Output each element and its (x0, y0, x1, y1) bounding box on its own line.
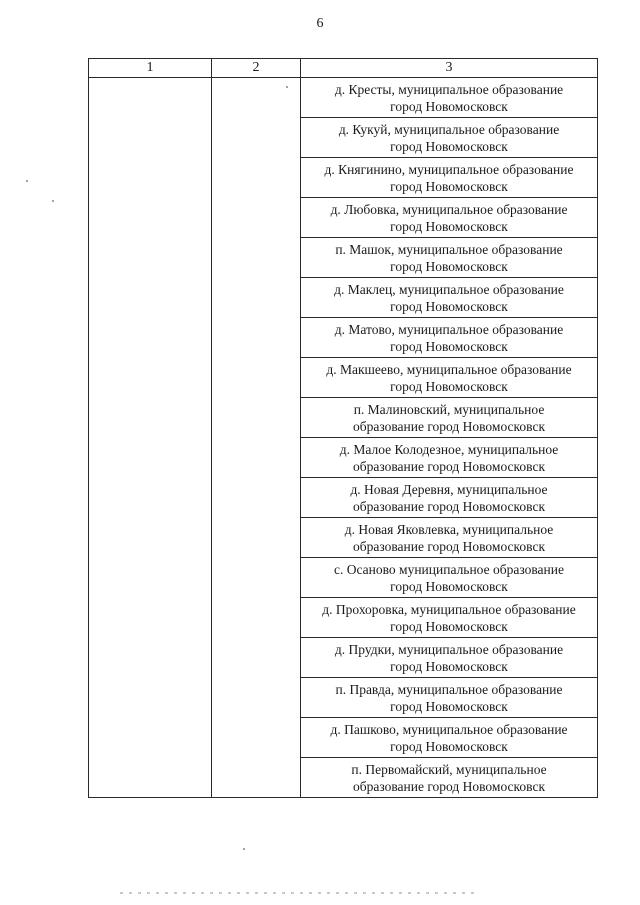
settlement-line: д. Новая Яковлевка, муниципальное (344, 521, 554, 537)
settlement-line: д. Матово, муниципальное образование (334, 321, 564, 337)
settlement-line: п. Малиновский, муниципальное (353, 401, 545, 417)
settlement-cell (301, 398, 598, 438)
settlement-line: город Новомосковск (390, 178, 508, 194)
settlement-cell (301, 358, 598, 398)
table-row (89, 78, 598, 118)
settlements-table (88, 58, 598, 798)
column-header-3: 3 (301, 59, 598, 78)
table-body (89, 78, 598, 798)
settlement-cell (301, 598, 598, 638)
settlement-line: с. Осаново муниципальное образование (334, 561, 564, 577)
settlement-line: город Новомосковск (390, 698, 508, 714)
settlement-line: д. Пашково, муниципальное образование (330, 721, 568, 737)
settlement-line: город Новомосковск (390, 138, 508, 154)
settlement-cell (301, 278, 598, 318)
settlement-line: город Новомосковск (390, 578, 508, 594)
settlement-cell (301, 518, 598, 558)
settlement-line: образование город Новомосковск (352, 458, 546, 474)
scan-speck (286, 86, 288, 88)
page-number: 6 (316, 16, 324, 31)
settlement-cell (301, 678, 598, 718)
scan-noise-line (120, 892, 480, 894)
settlement-line: образование город Новомосковск (352, 418, 546, 434)
settlement-cell (301, 438, 598, 478)
settlement-cell (301, 638, 598, 678)
header-row (89, 59, 598, 78)
settlement-line: город Новомосковск (390, 378, 508, 394)
settlement-line: п. Правда, муниципальное образование (335, 681, 563, 697)
settlement-line: д. Любовка, муниципальное образование (330, 201, 568, 217)
settlement-line: д. Прохоровка, муниципальное образование (322, 601, 576, 617)
settlement-cell (301, 558, 598, 598)
settlement-line: город Новомосковск (390, 218, 508, 234)
column-1-cell (89, 78, 212, 798)
settlement-line: город Новомосковск (390, 618, 508, 634)
settlement-cell (301, 78, 598, 118)
settlement-line: город Новомосковск (390, 98, 508, 114)
settlement-line: образование город Новомосковск (352, 778, 546, 794)
settlement-line: город Новомосковск (390, 738, 508, 754)
settlement-line: образование город Новомосковск (352, 538, 546, 554)
settlement-line: д. Кресты, муниципальное образование (334, 81, 564, 97)
column-header-1: 1 (89, 59, 212, 78)
settlement-line: д. Малое Колодезное, муниципальное (339, 441, 559, 457)
scan-speck (243, 848, 245, 850)
settlement-line: д. Новая Деревня, муниципальное (350, 481, 548, 497)
settlement-line: д. Княгинино, муниципальное образование (324, 161, 574, 177)
settlement-cell (301, 238, 598, 278)
column-2-cell (212, 78, 301, 798)
settlement-line: д. Кукуй, муниципальное образование (338, 121, 560, 137)
settlement-line: п. Первомайский, муниципальное (351, 761, 547, 777)
settlement-line: город Новомосковск (390, 258, 508, 274)
settlement-line: д. Маклец, муниципальное образование (334, 281, 564, 297)
settlement-cell (301, 198, 598, 238)
settlement-line: город Новомосковск (390, 338, 508, 354)
settlement-cell (301, 118, 598, 158)
scan-speck (26, 180, 28, 182)
settlement-line: п. Машок, муниципальное образование (335, 241, 563, 257)
settlement-cell (301, 758, 598, 798)
settlement-cell (301, 478, 598, 518)
column-header-2: 2 (212, 59, 301, 78)
settlement-cell (301, 318, 598, 358)
settlement-line: образование город Новомосковск (352, 498, 546, 514)
settlement-line: д. Макшеево, муниципальное образование (326, 361, 572, 377)
settlement-line: д. Прудки, муниципальное образование (334, 641, 564, 657)
settlement-cell (301, 718, 598, 758)
scan-speck (52, 200, 54, 202)
settlement-cell (301, 158, 598, 198)
settlement-line: город Новомосковск (390, 658, 508, 674)
settlement-line: город Новомосковск (390, 298, 508, 314)
